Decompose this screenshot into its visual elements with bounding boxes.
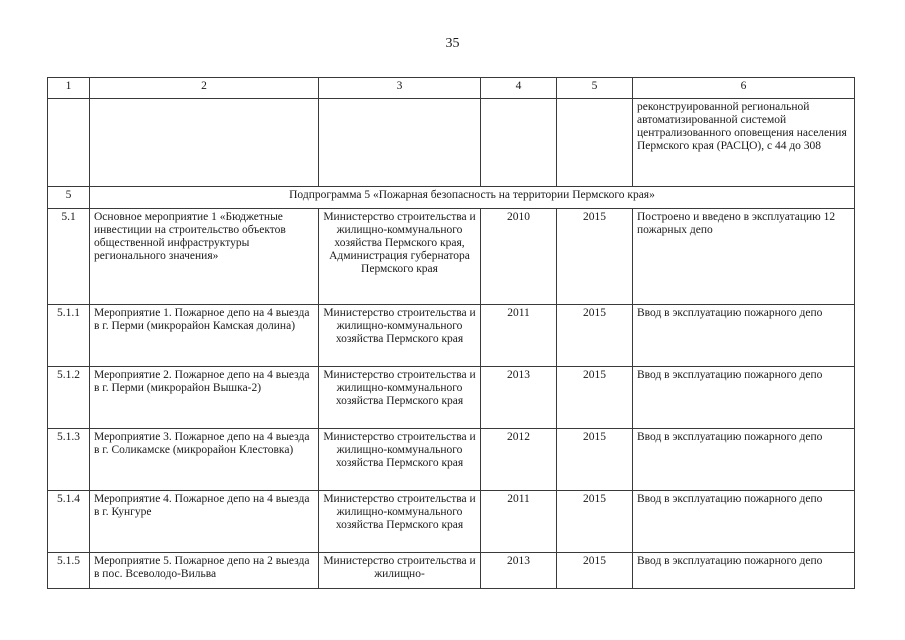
start-year-cell: [481, 99, 557, 187]
start-year-cell: 2012: [481, 429, 557, 491]
end-year-cell: 2015: [557, 367, 633, 429]
result-cell: Построено и введено в эксплуатацию 12 пожарных депо: [633, 209, 855, 305]
end-year-cell: 2015: [557, 553, 633, 589]
row-number: 5.1: [48, 209, 90, 305]
header-cell: 6: [633, 78, 855, 99]
start-year-cell: 2013: [481, 367, 557, 429]
executor-cell: Министерство строительства и жилищно-коммунального хозяйства Пермского края: [319, 491, 481, 553]
result-cell: Ввод в эксплуатацию пожарного депо: [633, 429, 855, 491]
program-table: [47, 77, 855, 589]
row-number: 5.1.2: [48, 367, 90, 429]
row-number: 5.1.1: [48, 305, 90, 367]
header-cell: 5: [557, 78, 633, 99]
start-year-cell: 2013: [481, 553, 557, 589]
activity-cell: Мероприятие 4. Пожарное депо на 4 выезда в г. Кунгуре: [90, 491, 319, 553]
start-year-cell: 2010: [481, 209, 557, 305]
table-row: [48, 491, 855, 553]
page-number: 35: [445, 36, 460, 51]
subprogram-title: Подпрограмма 5 «Пожарная безопасность на территории Пермского края»: [90, 187, 855, 209]
header-cell: 3: [319, 78, 481, 99]
executor-cell: [319, 99, 481, 187]
subprogram-row: [48, 187, 855, 209]
table-row: [48, 367, 855, 429]
result-cell: реконструированной региональной автоматизированной системой централизованного оповещения населения Пермского края (РАСЦО), с 44 до 308: [633, 99, 855, 187]
header-cell: 2: [90, 78, 319, 99]
activity-cell: [90, 99, 319, 187]
table-row: [48, 429, 855, 491]
end-year-cell: 2015: [557, 429, 633, 491]
table-row: [48, 305, 855, 367]
executor-cell: Министерство строительства и жилищно-: [319, 553, 481, 589]
end-year-cell: [557, 99, 633, 187]
start-year-cell: 2011: [481, 491, 557, 553]
end-year-cell: 2015: [557, 209, 633, 305]
activity-cell: Основное мероприятие 1 «Бюджетные инвестиции на строительство объектов общественной инфраструктуры регионального значения»: [90, 209, 319, 305]
row-number: 5.1.3: [48, 429, 90, 491]
executor-cell: Министерство строительства и жилищно-коммунального хозяйства Пермского края: [319, 367, 481, 429]
row-number: 5.1.5: [48, 553, 90, 589]
table-row: [48, 209, 855, 305]
result-cell: Ввод в эксплуатацию пожарного депо: [633, 305, 855, 367]
executor-cell: Министерство строительства и жилищно-коммунального хозяйства Пермского края, Администрация губернатора Пермского края: [319, 209, 481, 305]
table-row-continuation: [48, 99, 855, 187]
subprogram-number: 5: [48, 187, 90, 209]
row-number: [48, 99, 90, 187]
activity-cell: Мероприятие 3. Пожарное депо на 4 выезда в г. Соликамске (микрорайон Клестовка): [90, 429, 319, 491]
header-cell: 1: [48, 78, 90, 99]
result-cell: Ввод в эксплуатацию пожарного депо: [633, 491, 855, 553]
activity-cell: Мероприятие 1. Пожарное депо на 4 выезда в г. Перми (микрорайон Камская долина): [90, 305, 319, 367]
result-cell: Ввод в эксплуатацию пожарного депо: [633, 553, 855, 589]
header-cell: 4: [481, 78, 557, 99]
result-cell: Ввод в эксплуатацию пожарного депо: [633, 367, 855, 429]
end-year-cell: 2015: [557, 491, 633, 553]
executor-cell: Министерство строительства и жилищно-коммунального хозяйства Пермского края: [319, 305, 481, 367]
table-header-row: [48, 78, 855, 99]
row-number: 5.1.4: [48, 491, 90, 553]
activity-cell: Мероприятие 2. Пожарное депо на 4 выезда в г. Перми (микрорайон Вышка-2): [90, 367, 319, 429]
start-year-cell: 2011: [481, 305, 557, 367]
activity-cell: Мероприятие 5. Пожарное депо на 2 выезда в пос. Всеволодо-Вильва: [90, 553, 319, 589]
end-year-cell: 2015: [557, 305, 633, 367]
executor-cell: Министерство строительства и жилищно-коммунального хозяйства Пермского края: [319, 429, 481, 491]
table-row: [48, 553, 855, 589]
